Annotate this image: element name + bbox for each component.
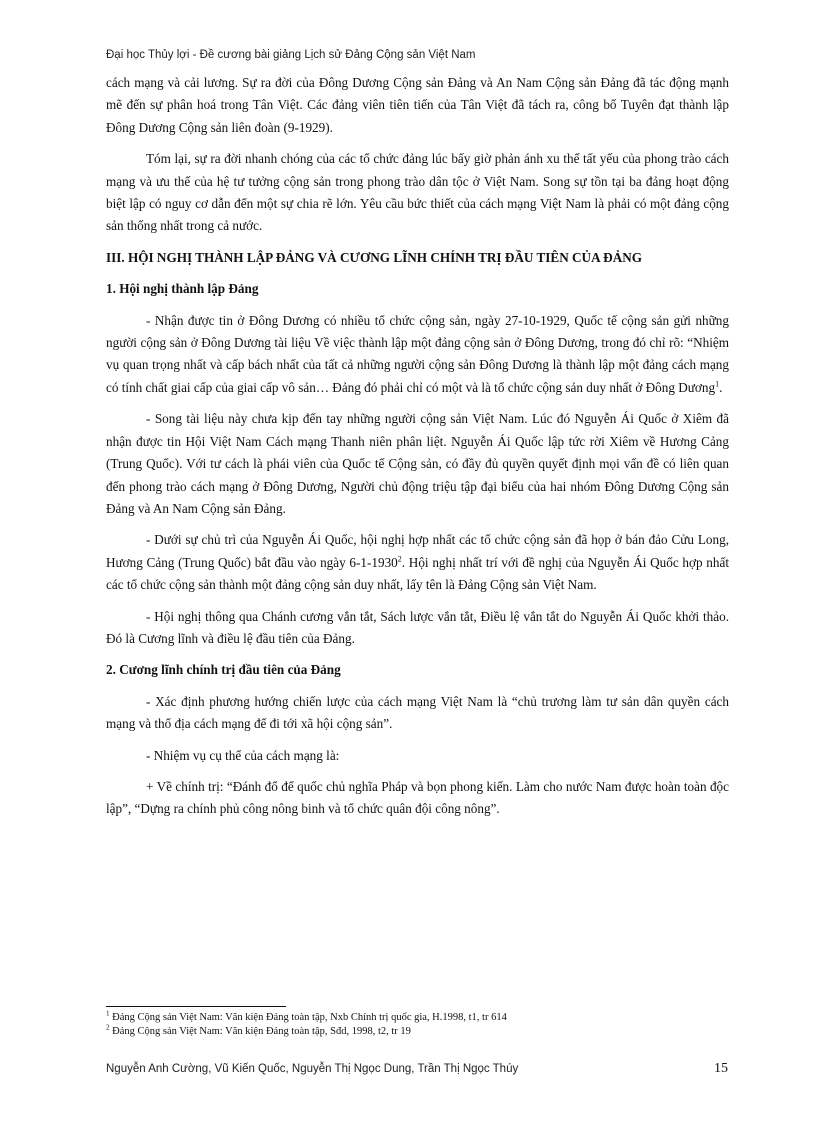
paragraph: Tóm lại, sự ra đời nhanh chóng của các tổ chức đảng lúc bấy giờ phản ánh xu thế tất yếu của phong trào cách mạng và ưu thế của hệ tư tưởng cộng sản trong phong trào dân tộc ở Việt Nam. Song sự tồn tại ba đảng hoạt động biệt lập có nguy cơ dẫn đến một sự chia rẽ lớn. Yêu cầu bức thiết của cách mạng Việt Nam là phải có một đảng cộng sản thống nhất trong cả nước.	[106, 151, 729, 234]
paragraph: - Nhận được tin ở Đông Dương có nhiều tổ chức cộng sản, ngày 27-10-1929, Quốc tế cộng sản gửi những người cộng sản ở Đông Dương tài liệu Về việc thành lập một đảng cộng sản ở Đông Dương, trong đó chỉ rõ: “Nhiệm vụ quan trọng nhất và cấp bách nhất của tất cả những người cộng sản Đông Dương là thành lập một đảng cách mạng có tính chất giai cấp của giai cấp vô sản… Đảng đó phải chỉ có một và là tổ chức cộng sản duy nhất ở Đông Dương$^1$.	[106, 312, 729, 395]
body-text	[106, 72, 729, 830]
running-header: Đại học Thủy lợi - Đề cương bài giảng Lịch sử Đảng Cộng sản Việt Nam	[106, 49, 476, 61]
paragraph: + Về chính trị: “Đánh đổ đế quốc chủ nghĩa Pháp và bọn phong kiến. Làm cho nước Nam được hoàn toàn độc lập”, “Dựng ra chính phủ công nông binh và tổ chức quân đội công nông”.	[106, 778, 729, 817]
running-footer-authors: Nguyễn Anh Cường, Vũ Kiến Quốc, Nguyễn Thị Ngọc Dung, Trần Thị Ngọc Thúy	[106, 1063, 519, 1075]
footnote-divider	[106, 1006, 286, 1007]
page-number: 15	[714, 1061, 728, 1076]
paragraph	[106, 529, 729, 596]
footnote-number: 1	[106, 1009, 110, 1018]
footnote-number: 2	[106, 1023, 110, 1032]
section-heading: III. HỘI NGHỊ THÀNH LẬP ĐẢNG VÀ CƯƠNG LĨNH CHÍNH TRỊ ĐẦU TIÊN CỦA ĐẢNG	[106, 249, 642, 265]
footnote-text: Đảng Cộng sản Việt Nam: Văn kiện Đảng toàn tập, Nxb Chính trị quốc gia, H.1998, t1, tr 614	[109, 1012, 507, 1023]
paragraph-text: - Nhận được tin ở Đông Dương có nhiều tổ chức cộng sản, ngày 27-10-1929, Quốc tế cộng sản gửi những người cộng sản ở Đông Dương tài liệu Về việc thành lập một đảng cộng sản ở Đông Dương, trong đó chỉ rõ: “Nhiệm vụ quan trọng nhất và cấp bách nhất của tất cả những người cộng sản Đông Dương là thành lập một đảng cách mạng có tính chất giai cấp của giai cấp vô sản… Đảng đó phải chỉ có một và là tổ chức cộng sản duy nhất ở Đông Dương	[106, 312, 729, 395]
footnote	[106, 1025, 729, 1039]
footnote-text: Đảng Cộng sản Việt Nam: Văn kiện Đảng toàn tập, Sđd, 1998, t2, tr 19	[109, 1026, 411, 1037]
paragraph-text: - Dưới sự chủ trì của Nguyễn Ái Quốc, hội nghị hợp nhất các tổ chức cộng sản đã họp ở bán đảo Cửu Long, Hương Cảng (Trung Quốc) bắt đầu vào ngày 6-1-1930	[106, 532, 729, 570]
paragraph: - Song tài liệu này chưa kịp đến tay những người cộng sản Việt Nam. Lúc đó Nguyễn Ái Quốc ở Xiêm đã nhận được tin Hội Việt Nam Cách mạng Thanh niên phân liệt. Nguyễn Ái Quốc lập tức rời Xiêm về Hương Cảng (Trung Quốc). Với tư cách là phái viên của Quốc tế Cộng sản, có đầy đủ quyền quyết định mọi vấn đề có liên quan đến phong trào cách mạng ở Đông Dương, Người chủ động triệu tập đại biểu của hai nhóm Đông Dương Cộng sản Đảng và An Nam Cộng sản Đảng.	[106, 411, 729, 516]
paragraph: - Xác định phương hướng chiến lược của cách mạng Việt Nam là “chủ trương làm tư sản dân quyền cách mạng và thổ địa cách mạng để đi tới xã hội cộng sản”.	[106, 693, 729, 732]
footnote-ref: 2	[397, 554, 402, 564]
footnote-ref: 1	[715, 379, 720, 389]
footnotes	[106, 1011, 729, 1039]
paragraph: - Nhiệm vụ cụ thể của cách mạng là:	[146, 747, 340, 763]
paragraph: - Hội nghị thông qua Chánh cương vắn tắt, Sách lược vắn tắt, Điều lệ vắn tắt do Nguyễn Ái Quốc khởi thảo. Đó là Cương lĩnh và điều lệ đầu tiên của Đảng.	[106, 608, 729, 646]
footnote	[106, 1011, 729, 1025]
paragraph: cách mạng và cải lương. Sự ra đời của Đông Dương Cộng sản Đảng và An Nam Cộng sản Đảng đã tác động mạnh mẽ đến sự phân hoá trong Tân Việt. Các đảng viên tiên tiến của Tân Việt đã tách ra, công bố Tuyên đạt thành lập Đông Dương Cộng sản liên đoàn (9-1929).	[106, 75, 729, 135]
paragraph-text: . Hội nghị nhất trí với đề nghị của Nguyễn Ái Quốc hợp nhất các tổ chức cộng sản thành một đảng cộng sản duy nhất, lấy tên là Đảng Cộng sản Việt Nam.	[106, 554, 729, 593]
subsection-heading: 1. Hội nghị thành lập Đảng	[106, 281, 259, 297]
subsection-heading: 2. Cương lĩnh chính trị đầu tiên của Đảng	[106, 662, 341, 678]
